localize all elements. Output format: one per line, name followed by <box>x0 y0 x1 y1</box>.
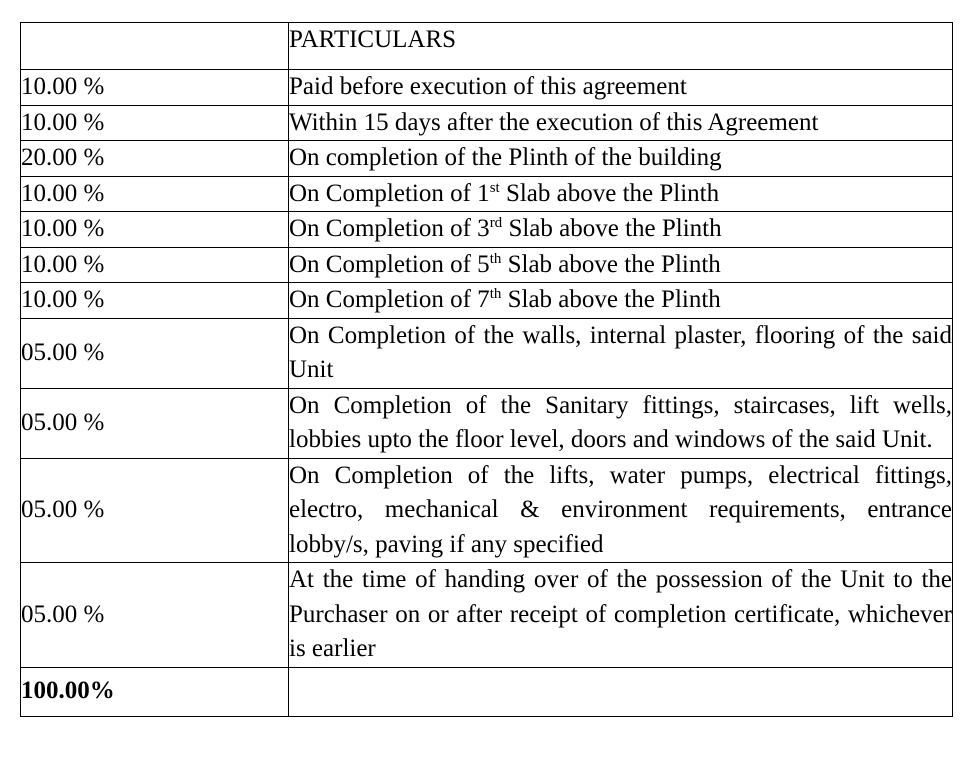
table-row <box>21 563 953 668</box>
table-row <box>21 176 953 212</box>
ordinal-suffix: th <box>489 250 502 267</box>
table-header-row <box>21 23 953 70</box>
particulars-text-end: Slab above the Plinth <box>502 215 722 242</box>
row-percentage: 05.00 % <box>21 318 289 388</box>
row-particulars: At the time of handing over of the possession of the Unit to the Purchaser on or after receipt of completion certificate, whichever is earlier <box>289 563 953 668</box>
ordinal-suffix: th <box>489 286 502 302</box>
header-particulars-cell: PARTICULARS <box>289 23 953 70</box>
particulars-text-end: Slab above the Plinth <box>499 179 720 207</box>
row-particulars <box>289 212 953 248</box>
table-row <box>21 318 953 388</box>
row-particulars: On Completion of the lifts, water pumps, electrical fittings, electro, mechanical & environment requirements, entrance lobby/s, paving if any specified <box>289 458 953 563</box>
total-row <box>21 667 953 716</box>
row-percentage: 10.00 % <box>21 283 289 319</box>
row-particulars <box>289 176 953 212</box>
header-percentage-cell <box>21 23 289 70</box>
row-particulars <box>289 283 953 319</box>
row-particulars: On Completion of the Sanitary fittings, staircases, lift wells, lobbies upto the floor level, doors and windows of the said Unit. <box>289 388 953 458</box>
particulars-text-start: On Completion of 1 <box>289 179 490 207</box>
particulars-text-start: On Completion of 3 <box>289 215 490 242</box>
particulars-text-start: On Completion of 7 <box>289 286 490 313</box>
table-row <box>21 388 953 458</box>
row-percentage: 05.00 % <box>21 388 289 458</box>
row-particulars: On Completion of the walls, internal plaster, flooring of the said Unit <box>289 318 953 388</box>
payment-schedule-table <box>20 22 953 717</box>
row-percentage: 10.00 % <box>21 247 289 283</box>
table-row <box>21 247 953 283</box>
table-row <box>21 212 953 248</box>
row-particulars: On completion of the Plinth of the building <box>289 141 953 177</box>
table-row <box>21 283 953 319</box>
particulars-text-end: Slab above the Plinth <box>501 250 721 278</box>
total-particulars <box>289 667 953 716</box>
ordinal-suffix: rd <box>489 215 503 231</box>
total-percentage: 100.00% <box>21 667 289 716</box>
row-percentage: 10.00 % <box>21 105 289 141</box>
row-particulars: Paid before execution of this agreement <box>289 70 953 106</box>
table-row <box>21 105 953 141</box>
table-row <box>21 141 953 177</box>
row-percentage: 05.00 % <box>21 563 289 668</box>
table-row <box>21 458 953 563</box>
row-particulars <box>289 247 953 283</box>
row-percentage: 20.00 % <box>21 141 289 177</box>
row-percentage: 10.00 % <box>21 212 289 248</box>
row-percentage: 05.00 % <box>21 458 289 563</box>
table-row <box>21 70 953 106</box>
row-percentage: 10.00 % <box>21 70 289 106</box>
row-percentage: 10.00 % <box>21 176 289 212</box>
particulars-text-start: On Completion of 5 <box>289 250 490 278</box>
particulars-text-end: Slab above the Plinth <box>501 286 721 313</box>
row-particulars: Within 15 days after the execution of this Agreement <box>289 105 953 141</box>
ordinal-suffix: st <box>489 179 500 196</box>
